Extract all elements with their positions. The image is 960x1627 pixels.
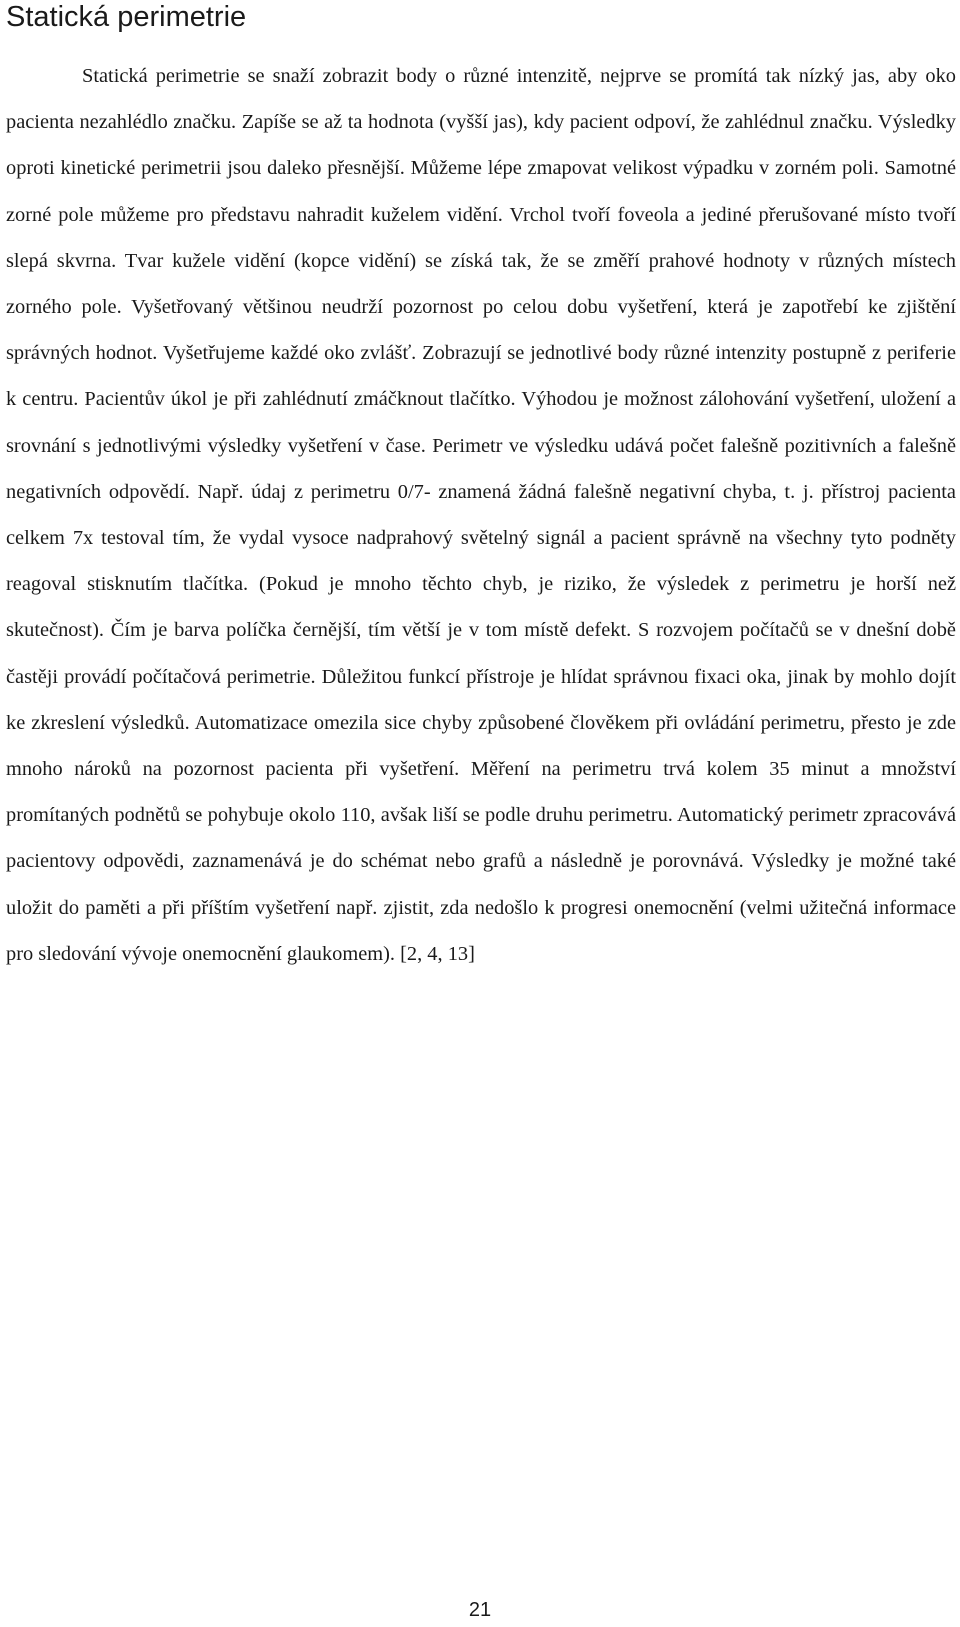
body-paragraph: Statická perimetrie se snaží zobrazit body o různé intenzitě, nejprve se promítá tak nízký jas, aby oko pacienta nezahlédlo značku. Zapíše se až ta hodnota (vyšší jas), kdy pacient odpoví, že zahlédnul značku. Výsledky oproti kinetické perimetrii jsou daleko přesnější. Můžeme lépe zmapovat velikost výpadku v zorném poli. Samotné zorné pole můžeme pro představu nahradit kuželem vidění. Vrchol tvoří foveola a jediné přerušované místo tvoří slepá skvrna. Tvar kužele vidění (kopce vidění) se získá tak, že se změří prahové hodnoty v různých místech zorného pole. Vyšetřovaný většinou neudrží pozornost po celou dobu vyšetření, která je zapotřebí ke zjištění správných hodnot. Vyšetřujeme každé oko zvlášť. Zobrazují se jednotlivé body různé intenzity postupně z periferie k centru. Pacientův úkol je při zahlédnutí zmáčknout tlačítko. Výhodou je možnost zálohování vyšetření, uložení a srovnání s jednotlivými výsledky vyšetření v čase. Perimetr ve výsledku udává počet falešně pozitivních a falešně negativních odpovědí. Např. údaj z perimetru 0/7- znamená žádná falešně negativní chyba, t. j. přístroj pacienta celkem 7x testoval tím, že vydal vysoce nadprahový světelný signál a pacient správně na všechny tyto podněty reagoval stisknutím tlačítka. (Pokud je mnoho těchto chyb, je riziko, že výsledek z perimetru je horší než skutečnost). Čím je barva políčka černější, tím větší je v tom místě defekt. S rozvojem počítačů se v dnešní době častěji provádí počítačová perimetrie. Důležitou funkcí přístroje je hlídat správnou fixaci oka, jinak by mohlo dojít ke zkreslení výsledků. Automatizace omezila sice chyby způsobené člověkem při ovládání perimetru, přesto je zde mnoho nároků na pozornost pacienta při vyšetření. Měření na perimetru trvá kolem 35 minut a množství promítaných podnětů se pohybuje okolo 110, avšak liší se podle druhu perimetru. Automatický perimetr zpracovává pacientovy odpovědi, zaznamenává je do schémat nebo grafů a následně je porovnává. Výsledky je možné také uložit do paměti a při příštím vyšetření např. zjistit, zda nedošlo k progresi onemocnění (velmi užitečná informace pro sledování vývoje onemocnění glaukomem). [2, 4, 13]	[6, 65, 956, 965]
page-number: 21	[468, 1599, 492, 1621]
section-heading: Statická perimetrie	[6, 1, 247, 33]
